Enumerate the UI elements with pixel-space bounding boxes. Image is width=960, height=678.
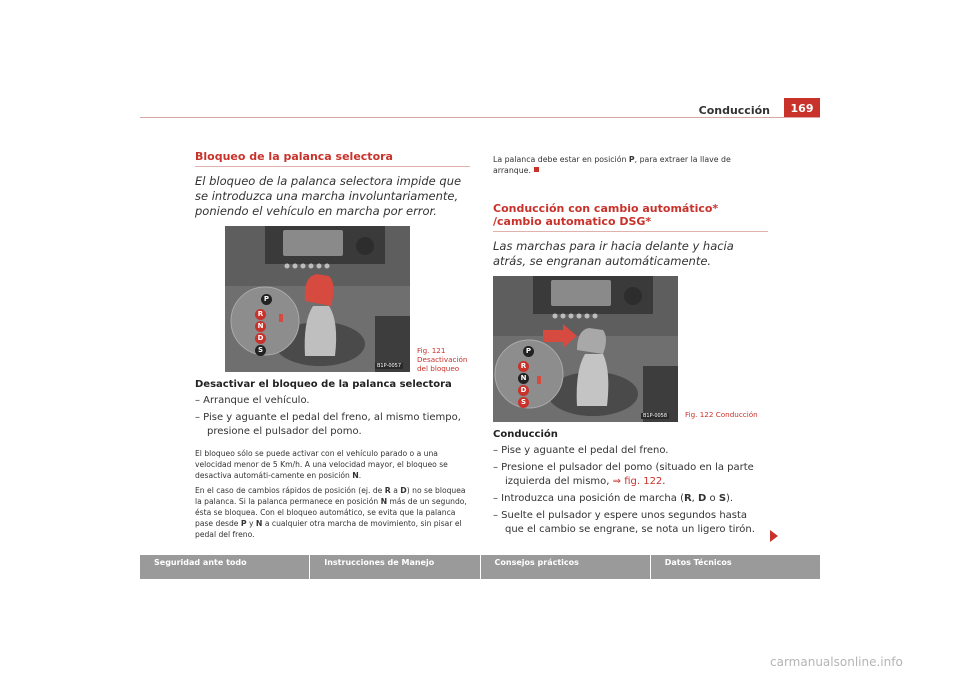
- step-hold-brake: – Pise y aguante el pedal del freno.: [493, 445, 669, 456]
- watermark: carmanualsonline.info: [770, 655, 903, 669]
- figure-122-photo: [493, 276, 678, 422]
- gear-s: S: [518, 397, 529, 408]
- note-lock-speed: [195, 448, 470, 481]
- note-text: En el caso de cambios rápidos de posición (ej. de: [195, 486, 385, 495]
- end-marker-icon: [534, 167, 539, 172]
- step-start-vehicle: – Arranque el vehículo.: [195, 395, 310, 406]
- figure-122: [493, 276, 768, 424]
- gear-letters: [251, 294, 279, 356]
- section-intro-automatic: Las marchas para ir hacia delante y hacia atrás, se engranan automáticamente.: [493, 239, 734, 268]
- note-lock-speed-end: .: [358, 471, 362, 480]
- note-text: a: [390, 486, 401, 495]
- step-text: ).: [726, 493, 734, 504]
- footer-nav: [140, 555, 820, 579]
- step-press-brake: – Pise y aguante el pedal del freno, al mismo tiempo, presione el pulsador del pomo.: [195, 412, 461, 437]
- right-column: [493, 150, 768, 537]
- step-text: ,: [691, 493, 699, 504]
- gear-d: D: [518, 385, 529, 396]
- step-text: – Introduzca una posición de marcha (: [493, 493, 684, 504]
- gear-letters: [515, 346, 543, 408]
- step-bold: R: [683, 493, 692, 504]
- step-select-gear: [493, 492, 768, 506]
- figure-code: B1P-0058: [643, 413, 668, 419]
- note-lock-speed-bold: N: [352, 471, 359, 480]
- gear-r: R: [255, 309, 266, 320]
- footer-tab-safety[interactable]: Seguridad ante todo: [140, 555, 309, 579]
- note-bold: P: [628, 155, 635, 164]
- gear-d: D: [255, 333, 266, 344]
- step-bold: S: [718, 493, 727, 504]
- figure-code: B1P-0057: [377, 363, 402, 369]
- note-lock-speed-text: El bloqueo sólo se puede activar con el vehículo parado o a una velocidad menor de 5 Km/h. A una velocidad mayor, el bloqueo se desactiva automáti-camente en posición: [195, 449, 448, 480]
- figure-121: [195, 226, 470, 374]
- gear-r: R: [518, 361, 529, 372]
- header-rule: [140, 117, 820, 118]
- note-text: y: [246, 519, 256, 528]
- subheading-disable-lock: Desactivar el bloqueo de la palanca selectora: [195, 379, 452, 390]
- step-bold: D: [698, 493, 707, 504]
- note-key-removal: [493, 154, 768, 176]
- note-quick-change: [195, 485, 470, 540]
- gear-p: P: [523, 346, 534, 357]
- figure-121-caption: Fig. 121 Desactivación del bloqueo: [417, 346, 468, 373]
- step-press-button: [493, 461, 768, 489]
- step-text: .: [662, 476, 666, 487]
- note-bold: D: [400, 486, 407, 495]
- chapter-title: Conducción: [698, 104, 770, 117]
- figure-121-photo: [225, 226, 410, 372]
- subheading-driving: Conducción: [493, 429, 558, 440]
- note-text: La palanca debe estar en posición: [493, 155, 629, 164]
- gear-n: N: [518, 373, 529, 384]
- note-text: más de un segundo, ésta se bloquea. Con el bloqueo automático, se evita que la palanca pase desde: [195, 497, 467, 528]
- note-text: ) no se bloquea la palanca. Si la palanca permanece en posición: [195, 486, 466, 506]
- note-text: a cualquier otra marcha de movimiento, sin pisar el pedal del freno.: [195, 519, 462, 539]
- note-bold: N: [380, 497, 388, 506]
- note-bold: P: [240, 519, 247, 528]
- step-text: o: [706, 493, 719, 504]
- step-text: – Presione el pulsador del pomo (situado en la parte izquierda del mismo,: [493, 462, 754, 487]
- footer-tab-technical-data[interactable]: Datos Técnicos: [651, 555, 820, 579]
- figure-reference-link[interactable]: ⇒ fig. 122: [612, 476, 663, 487]
- note-bold: N: [255, 519, 263, 528]
- section-title-automatic: Conducción con cambio automático* /cambio automatico DSG*: [493, 202, 768, 232]
- figure-122-caption: Fig. 122 Conducción: [685, 410, 758, 419]
- footer-tab-instructions[interactable]: Instrucciones de Manejo: [310, 555, 479, 579]
- step-release-button: – Suelte el pulsador y espere unos segundos hasta que el cambio se engrane, se nota un ligero tirón.: [493, 510, 755, 535]
- gear-n: N: [255, 321, 266, 332]
- section-title-lever-lock: Bloqueo de la palanca selectora: [195, 150, 470, 167]
- note-text: , para extraer la llave de arranque.: [493, 155, 731, 175]
- continue-arrow-icon: [770, 530, 778, 542]
- footer-tab-tips[interactable]: Consejos prácticos: [481, 555, 650, 579]
- gear-p: P: [261, 294, 272, 305]
- page-number: 169: [784, 98, 820, 118]
- note-bold: R: [384, 486, 391, 495]
- gear-s: S: [255, 345, 266, 356]
- section-intro-lever-lock: El bloqueo de la palanca selectora impide que se introduzca una marcha involuntariamente, poniendo el vehículo en marcha por error.: [195, 174, 462, 218]
- left-column: [195, 150, 470, 540]
